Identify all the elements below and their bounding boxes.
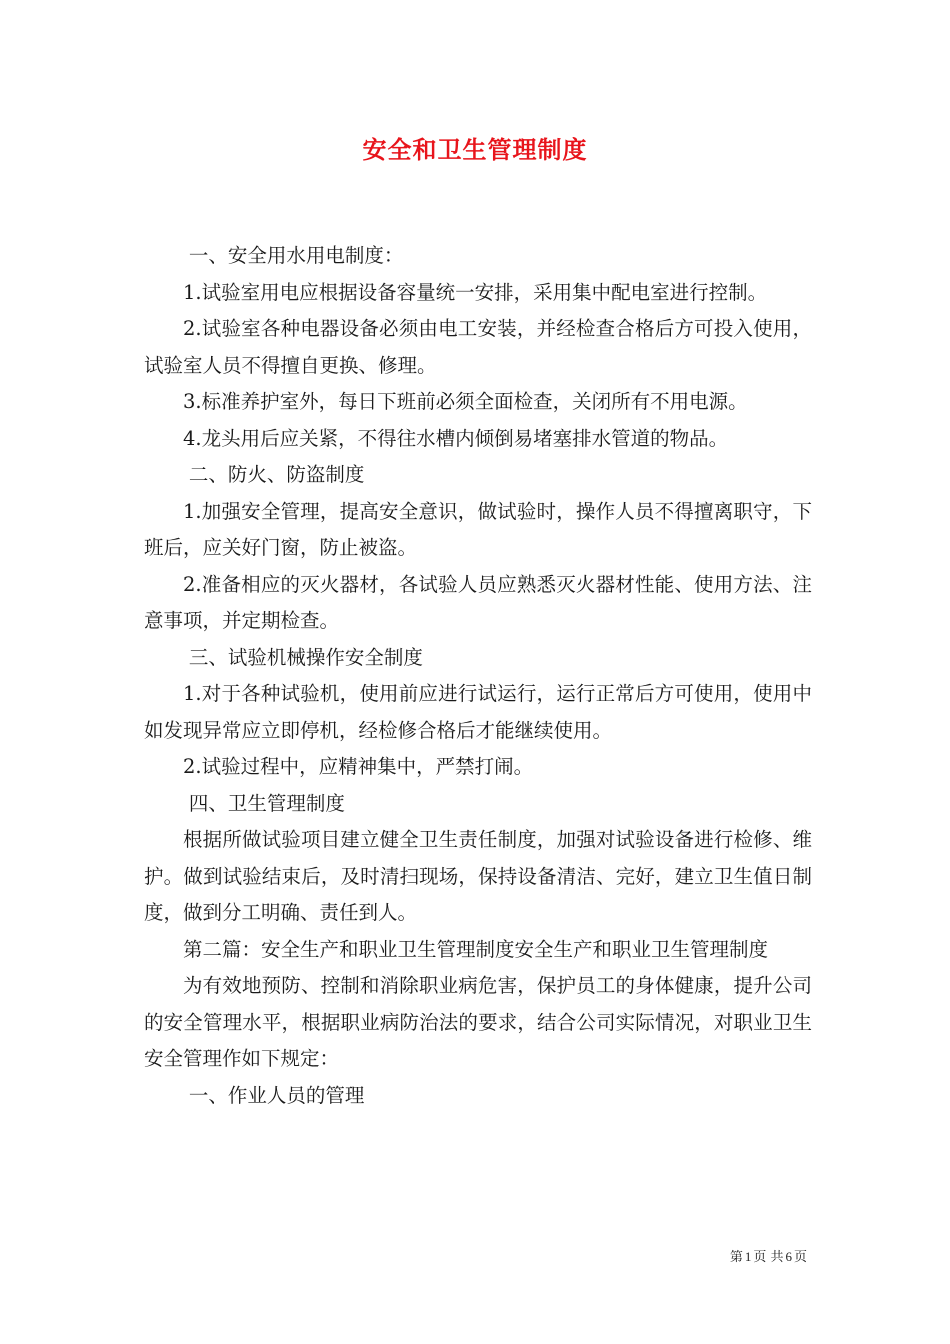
footer-middle: 页 共 (753, 1250, 784, 1265)
paragraph: 1.对于各种试验机，使用前应进行试运行，运行正常后方可使用，使用中如发现异常应立即停机，经检修合格后才能继续使用。 (144, 682, 812, 742)
paragraph: 1.加强安全管理，提高安全意识，做试验时，操作人员不得擅离职守，下班后，应关好门窗，防止被盗。 (144, 499, 812, 559)
document-body (144, 238, 812, 1114)
paragraph: 1.试验室用电应根据设备容量统一安排，采用集中配电室进行控制。 (183, 280, 768, 304)
section-heading-hygiene: 四、卫生管理制度 (188, 791, 345, 815)
section-heading-fire-theft: 二、防火、防盗制度 (188, 463, 365, 486)
section-heading-machine-safety: 三、试验机械操作安全制度 (188, 645, 423, 669)
paragraph: 根据所做试验项目建立健全卫生责任制度，加强对试验设备进行检修、维护。做到试验结束后，及时清扫现场，保持设备清洁、完好，建立卫生值日制度，做到分工明确、责任到人。 (144, 828, 812, 924)
section-heading-personnel: 一、作业人员的管理 (188, 1083, 365, 1107)
footer-prefix: 第 (729, 1250, 743, 1265)
section-heading-water-electricity: 一、安全用水用电制度： (188, 244, 404, 267)
paragraph: 第二篇：安全生产和职业卫生管理制度安全生产和职业卫生管理制度 (183, 937, 769, 961)
paragraph: 4.龙头用后应关紧，不得往水槽内倾倒易堵塞排水管道的物品。 (183, 426, 729, 450)
footer-suffix: 页 (793, 1250, 807, 1265)
paragraph: 2.准备相应的灭火器材，各试验人员应熟悉灭火器材性能、使用方法、注意事项，并定期检查。 (144, 572, 812, 632)
page-footer (729, 1248, 808, 1267)
footer-page-current: 1 (744, 1249, 752, 1264)
paragraph: 3.标准养护室外，每日下班前必须全面检查，关闭所有不用电源。 (183, 390, 748, 413)
paragraph: 为有效地预防、控制和消除职业病危害，保护员工的身体健康，提升公司的安全管理水平，根据职业病防治法的要求，结合公司实际情况，对职业卫生安全管理作如下规定： (144, 974, 812, 1070)
paragraph: 2.试验过程中，应精神集中，严禁打闹。 (183, 755, 534, 778)
paragraph: 2.试验室各种电器设备必须由电工安装，并经检查合格后方可投入使用，试验室人员不得擅自更换、修理。 (144, 317, 812, 377)
footer-page-total: 6 (785, 1249, 792, 1264)
document-title: 安全和卫生管理制度 (362, 135, 588, 164)
